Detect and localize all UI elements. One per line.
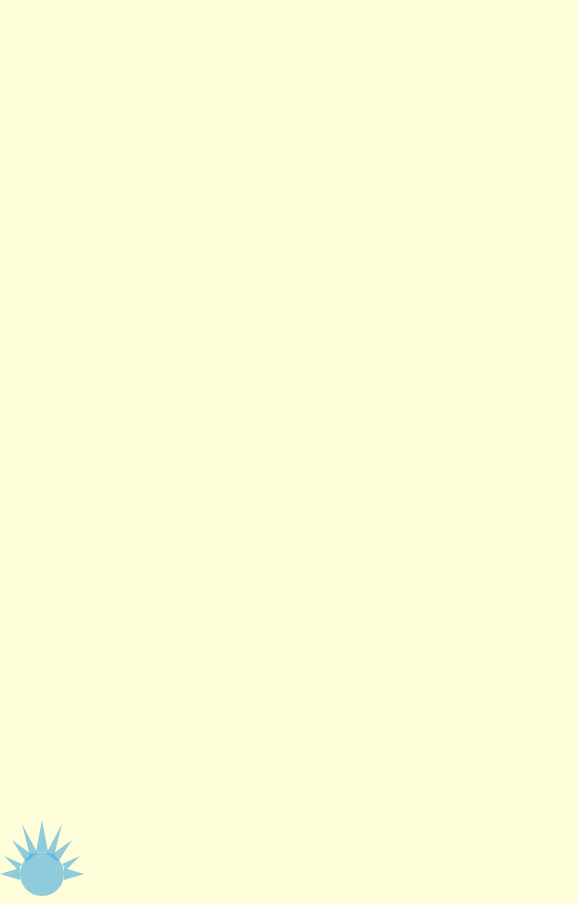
watermark <box>0 812 578 904</box>
sun-logo-icon <box>0 812 100 904</box>
